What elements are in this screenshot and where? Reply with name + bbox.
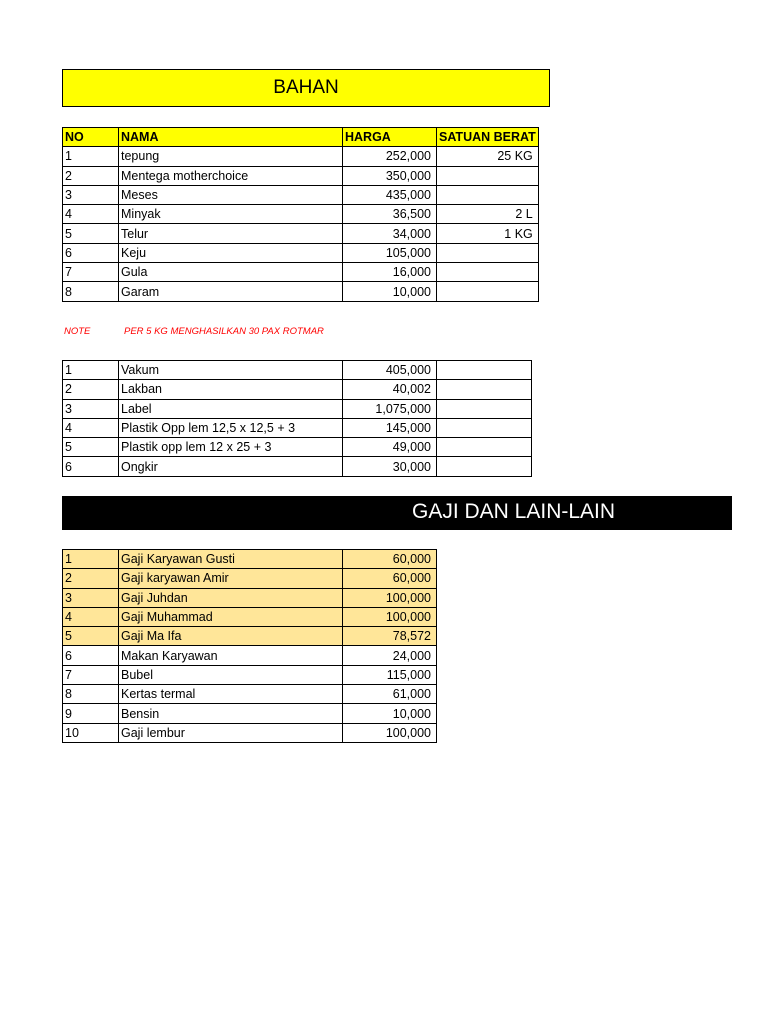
table-row <box>63 607 437 626</box>
cell-nama[interactable]: Minyak <box>119 205 343 224</box>
cell-harga[interactable]: 405,000 <box>343 361 437 380</box>
table-row <box>63 147 539 166</box>
cell-satuan[interactable]: 25 KG <box>437 147 539 166</box>
cell-harga[interactable]: 10,000 <box>343 704 437 723</box>
cell-nama[interactable]: Kertas termal <box>119 685 343 704</box>
note-label: NOTE <box>64 326 91 337</box>
table-row <box>63 243 539 262</box>
cell-harga[interactable]: 16,000 <box>343 263 437 282</box>
table-row <box>63 418 532 437</box>
cell-harga[interactable]: 1,075,000 <box>343 399 437 418</box>
cell-no[interactable]: 4 <box>63 418 119 437</box>
cell-nama[interactable]: Gaji karyawan Amir <box>119 569 343 588</box>
cell-harga[interactable]: 100,000 <box>343 607 437 626</box>
cell-harga[interactable]: 78,572 <box>343 627 437 646</box>
gaji-banner <box>62 496 732 530</box>
cell-harga[interactable]: 61,000 <box>343 685 437 704</box>
header-no[interactable]: NO <box>63 128 119 147</box>
cell-nama[interactable]: Meses <box>119 185 343 204</box>
cell-nama[interactable]: Gaji lembur <box>119 723 343 742</box>
cell-no[interactable]: 3 <box>63 185 119 204</box>
cell-extra[interactable] <box>437 380 532 399</box>
bahan-title-text: BAHAN <box>273 77 339 98</box>
cell-harga[interactable]: 100,000 <box>343 588 437 607</box>
table-row <box>63 588 437 607</box>
cell-nama[interactable]: Gaji Juhdan <box>119 588 343 607</box>
cell-extra[interactable] <box>437 399 532 418</box>
cell-harga[interactable]: 10,000 <box>343 282 437 301</box>
table-row <box>63 665 437 684</box>
cell-no[interactable]: 7 <box>63 665 119 684</box>
gaji-table <box>62 549 437 743</box>
cell-no[interactable]: 10 <box>63 723 119 742</box>
cell-nama[interactable]: Ongkir <box>119 457 343 476</box>
cell-no[interactable]: 7 <box>63 263 119 282</box>
cell-harga[interactable]: 60,000 <box>343 550 437 569</box>
table-row <box>63 723 437 742</box>
cell-nama[interactable]: Keju <box>119 243 343 262</box>
cell-harga[interactable]: 252,000 <box>343 147 437 166</box>
table-row <box>63 380 532 399</box>
cell-no[interactable]: 4 <box>63 607 119 626</box>
header-harga[interactable]: HARGA <box>343 128 437 147</box>
cell-satuan[interactable] <box>437 166 539 185</box>
cell-nama[interactable]: Plastik Opp lem 12,5 x 12,5 + 3 <box>119 418 343 437</box>
cell-nama[interactable]: Telur <box>119 224 343 243</box>
cell-nama[interactable]: Gula <box>119 263 343 282</box>
table-row <box>63 185 539 204</box>
cell-nama[interactable]: Bensin <box>119 704 343 723</box>
cell-extra[interactable] <box>437 438 532 457</box>
table-row <box>63 224 539 243</box>
cell-nama[interactable]: Lakban <box>119 380 343 399</box>
cell-satuan[interactable]: 2 L <box>437 205 539 224</box>
table-row <box>63 263 539 282</box>
cell-extra[interactable] <box>437 361 532 380</box>
cell-nama[interactable]: Gaji Karyawan Gusti <box>119 550 343 569</box>
cell-extra[interactable] <box>437 457 532 476</box>
cell-no[interactable]: 9 <box>63 704 119 723</box>
cell-no[interactable]: 5 <box>63 438 119 457</box>
cell-no[interactable]: 5 <box>63 224 119 243</box>
cell-no[interactable]: 8 <box>63 685 119 704</box>
cell-extra[interactable] <box>437 418 532 437</box>
cell-no[interactable]: 1 <box>63 361 119 380</box>
cell-no[interactable]: 2 <box>63 166 119 185</box>
table-row <box>63 550 437 569</box>
cell-harga[interactable]: 34,000 <box>343 224 437 243</box>
cell-no[interactable]: 5 <box>63 627 119 646</box>
cell-no[interactable]: 3 <box>63 399 119 418</box>
cell-harga[interactable]: 49,000 <box>343 438 437 457</box>
cell-nama[interactable]: Gaji Muhammad <box>119 607 343 626</box>
cell-nama[interactable]: Garam <box>119 282 343 301</box>
cell-satuan[interactable] <box>437 185 539 204</box>
cell-nama[interactable]: Vakum <box>119 361 343 380</box>
table-row <box>63 205 539 224</box>
table-row <box>63 627 437 646</box>
table-row <box>63 399 532 418</box>
cell-harga[interactable]: 36,500 <box>343 205 437 224</box>
header-satuan-berat[interactable]: SATUAN BERAT <box>437 128 539 147</box>
cell-harga[interactable]: 24,000 <box>343 646 437 665</box>
cell-nama[interactable]: Gaji Ma Ifa <box>119 627 343 646</box>
header-nama[interactable]: NAMA <box>119 128 343 147</box>
cell-harga[interactable]: 350,000 <box>343 166 437 185</box>
cell-nama[interactable]: Bubel <box>119 665 343 684</box>
cell-no[interactable]: 1 <box>63 147 119 166</box>
cell-harga[interactable]: 115,000 <box>343 665 437 684</box>
cell-no[interactable]: 6 <box>63 646 119 665</box>
cell-nama[interactable]: Makan Karyawan <box>119 646 343 665</box>
bahan-title <box>62 69 550 107</box>
cell-harga[interactable]: 100,000 <box>343 723 437 742</box>
cell-satuan[interactable]: 1 KG <box>437 224 539 243</box>
cell-no[interactable]: 6 <box>63 457 119 476</box>
table-row <box>63 438 532 457</box>
bahan-table <box>62 127 539 302</box>
table-row <box>63 646 437 665</box>
cell-harga[interactable]: 105,000 <box>343 243 437 262</box>
cell-satuan[interactable] <box>437 243 539 262</box>
cell-nama[interactable]: tepung <box>119 147 343 166</box>
cell-nama[interactable]: Plastik opp lem 12 x 25 + 3 <box>119 438 343 457</box>
cell-nama[interactable]: Label <box>119 399 343 418</box>
cell-no[interactable]: 4 <box>63 205 119 224</box>
table-row <box>63 166 539 185</box>
cell-harga[interactable]: 435,000 <box>343 185 437 204</box>
cell-harga[interactable]: 145,000 <box>343 418 437 437</box>
cell-harga[interactable]: 60,000 <box>343 569 437 588</box>
gaji-title: GAJI DAN LAIN-LAIN <box>412 500 616 523</box>
table-row <box>63 704 437 723</box>
cell-no[interactable]: 2 <box>63 380 119 399</box>
packaging-table <box>62 360 532 477</box>
cell-no[interactable]: 2 <box>63 569 119 588</box>
cell-no[interactable]: 1 <box>63 550 119 569</box>
table-row <box>63 361 532 380</box>
table-row <box>63 569 437 588</box>
cell-no[interactable]: 3 <box>63 588 119 607</box>
cell-satuan[interactable] <box>437 263 539 282</box>
cell-harga[interactable]: 40,002 <box>343 380 437 399</box>
cell-satuan[interactable] <box>437 282 539 301</box>
bahan-header-row <box>63 128 539 147</box>
table-row <box>63 282 539 301</box>
note-text: PER 5 KG MENGHASILKAN 30 PAX ROTMAR <box>124 326 324 337</box>
cell-no[interactable]: 8 <box>63 282 119 301</box>
table-row <box>63 685 437 704</box>
cell-no[interactable]: 6 <box>63 243 119 262</box>
cell-harga[interactable]: 30,000 <box>343 457 437 476</box>
table-row <box>63 457 532 476</box>
cell-nama[interactable]: Mentega motherchoice <box>119 166 343 185</box>
